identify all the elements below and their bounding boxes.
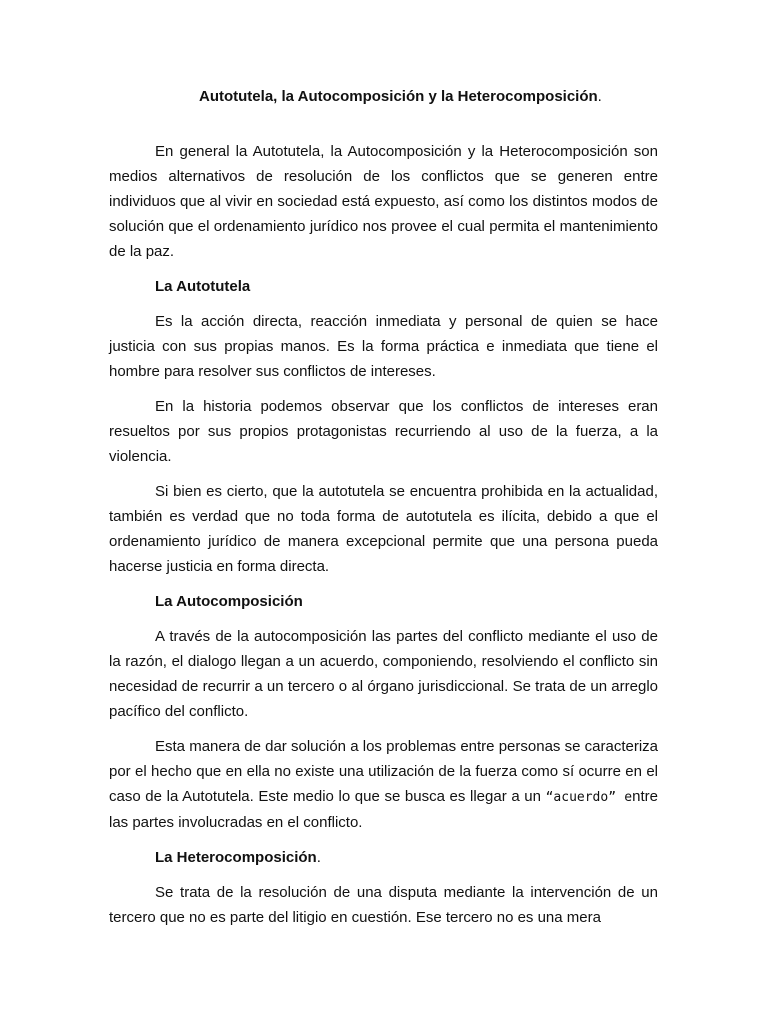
intro-paragraph: En general la Autotutela, la Autocomposición y la Heterocomposición son medios alternativos de resolución de los conflictos que se generen entre individuos que al vivir en sociedad está expuesto, así como los distintos modos de solución que el ordenamiento jurídico nos provee el cual permita el mantenimiento de la paz. (109, 143, 658, 260)
paragraph-text: Esta manera de dar solución a los problemas entre personas se caracteriza por el hecho que en ella no existe una utilización de la fuerza como sí ocurre en el caso de la Autotutela. Este medio lo que se busca es llegar a un (109, 738, 658, 805)
document-title (109, 84, 658, 109)
paragraph-with-mono-quote (109, 734, 658, 835)
section-heading-autotutela (109, 274, 658, 299)
section-heading-heterocomposicion (109, 845, 658, 870)
mono-quote: “acuerdo” e (545, 790, 633, 805)
section-heading-period: . (316, 849, 321, 866)
document-title-text: Autotutela, la Autocomposición y la Heterocomposición (199, 88, 598, 105)
section-heading-text: La Autocomposición (155, 593, 303, 610)
section-heading-text: La Autotutela (155, 278, 251, 295)
paragraph: A través de la autocomposición las partes del conflicto mediante el uso de la razón, el dialogo llegan a un acuerdo, componiendo, resolviendo el conflicto sin necesidad de recurrir a un tercero o al órgano jurisdiccional. Se trata de un arreglo pacífico del conflicto. (109, 628, 658, 720)
paragraph: En la historia podemos observar que los conflictos de intereses eran resueltos por sus propios protagonistas recurriendo al uso de la fuerza, a la violencia. (109, 398, 658, 465)
paragraph: Es la acción directa, reacción inmediata y personal de quien se hace justicia con sus propias manos. Es la forma práctica e inmediata que tiene el hombre para resolver sus conflictos de intereses. (109, 313, 658, 380)
paragraph-text: ntre las partes involucradas en el conflicto. (109, 788, 658, 831)
section-heading-autocomposicion (109, 589, 658, 614)
document-title-period: . (597, 88, 602, 105)
section-heading-text: La Heterocomposición (155, 849, 317, 866)
document-body (109, 84, 658, 930)
paragraph: Se trata de la resolución de una disputa mediante la intervención de un tercero que no es parte del litigio en cuestión. Ese tercero no es una mera (109, 884, 658, 926)
paragraph: Si bien es cierto, que la autotutela se encuentra prohibida en la actualidad, también es verdad que no toda forma de autotutela es ilícita, debido a que el ordenamiento jurídico de manera excepcional permite que una persona pueda hacerse justicia en forma directa. (109, 483, 658, 575)
